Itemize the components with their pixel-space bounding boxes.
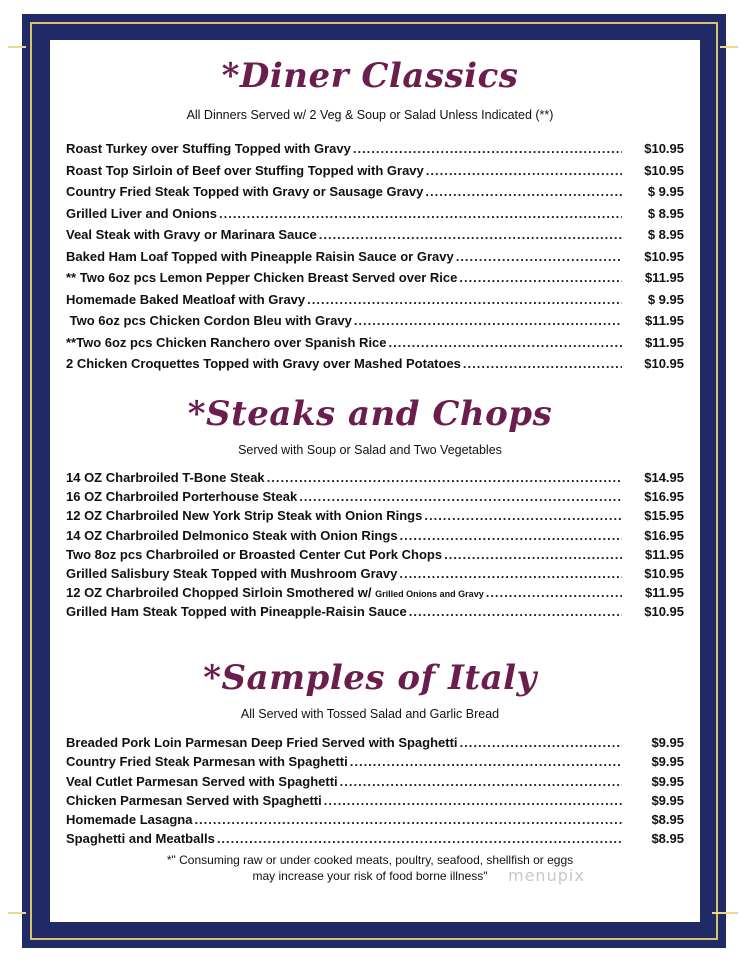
item-price: $16.95 [644, 489, 684, 505]
dot-leader [486, 585, 622, 600]
menu-list-samples-of-italy [66, 735, 684, 851]
dot-leader [267, 470, 622, 485]
item-name: Grilled Ham Steak Topped with Pineapple-Raisin Sauce [66, 604, 407, 620]
menu-item [66, 249, 684, 271]
item-name: Breaded Pork Loin Parmesan Deep Fried Served with Spaghetti [66, 735, 458, 750]
item-price: $8.95 [651, 831, 684, 847]
section-subtitle: All Dinners Served w/ 2 Veg & Soup or Salad Unless Indicated (**) [186, 108, 554, 122]
item-name: Homemade Baked Meatloaf with Gravy [66, 291, 306, 307]
item-name: Baked Ham Loaf Topped with Pineapple Raisin Sauce or Gravy [66, 248, 454, 264]
dot-leader [425, 184, 622, 199]
item-name: Veal Steak with Gravy or Marinara Sauce [66, 227, 317, 242]
section-title-steaks-and-chops: *Steaks and Chops [187, 394, 553, 434]
gold-accent-line [8, 912, 26, 914]
dot-leader [353, 141, 622, 156]
item-name: Grilled Liver and Onions [66, 205, 217, 221]
item-price: $11.95 [644, 334, 684, 350]
menu-item [66, 774, 684, 793]
item-price: $16.95 [644, 527, 684, 543]
dot-leader [459, 270, 622, 285]
menu-list-steaks-and-chops [66, 470, 684, 624]
item-price: $10.95 [644, 565, 684, 581]
dot-leader [319, 227, 622, 242]
menu-item [66, 335, 684, 357]
item-name: 12 OZ Charbroiled New York Strip Steak with Onion Rings [66, 508, 423, 524]
gold-accent-line [712, 912, 738, 914]
item-price: $11.95 [644, 313, 684, 328]
dot-leader [299, 489, 622, 504]
dot-leader [456, 249, 622, 264]
item-price: $11.95 [644, 585, 684, 601]
dot-leader [324, 793, 622, 808]
item-price: $8.95 [651, 812, 684, 828]
item-price: $10.95 [644, 248, 684, 264]
dot-leader [340, 774, 622, 789]
item-price: $15.95 [644, 508, 684, 524]
menu-item [66, 356, 684, 378]
item-name: Homemade Lasagna [66, 812, 193, 828]
item-price: $10.95 [644, 604, 684, 620]
section-title-samples-of-italy: *Samples of Italy [203, 658, 537, 698]
dot-leader [409, 604, 622, 619]
item-price: $10.95 [644, 162, 684, 178]
menu-item [66, 270, 684, 292]
item-name: Spaghetti and Meatballs [66, 831, 215, 847]
menu-item [66, 585, 684, 604]
item-price: $9.95 [651, 735, 684, 750]
menu-list-diner-classics [66, 141, 684, 378]
dot-leader [219, 206, 622, 221]
item-price: $11.95 [644, 546, 684, 562]
item-name: ** Two 6oz pcs Lemon Pepper Chicken Breast Served over Rice [66, 270, 458, 285]
menu-item [66, 754, 684, 773]
menu-item [66, 489, 684, 508]
menu-item [66, 508, 684, 527]
item-price: $10.95 [644, 356, 684, 371]
dot-leader [217, 831, 622, 846]
item-name: Roast Top Sirloin of Beef over Stuffing Topped with Gravy [66, 162, 424, 178]
item-price: $9.95 [651, 754, 684, 770]
dot-leader [426, 163, 622, 178]
item-price: $ 8.95 [647, 227, 684, 242]
item-name: Two 8oz pcs Charbroiled or Broasted Center Cut Pork Chops [66, 546, 443, 562]
gold-accent-line [8, 46, 26, 48]
dot-leader [400, 528, 622, 543]
section-subtitle: Served with Soup or Salad and Two Vegetables [238, 443, 502, 457]
dot-leader [354, 313, 622, 328]
menu-item [66, 292, 684, 314]
item-name: 16 OZ Charbroiled Porterhouse Steak [66, 489, 298, 505]
dot-leader [424, 508, 622, 523]
menu-item [66, 184, 684, 206]
item-name: Grilled Salisbury Steak Topped with Mushroom Gravy [66, 565, 398, 581]
menu-item [66, 227, 684, 249]
dot-leader [463, 356, 622, 371]
menu-item [66, 206, 684, 228]
footnote-line-1: *" Consuming raw or under cooked meats, poultry, seafood, shellfish or eggs [166, 853, 574, 867]
menu-item [66, 313, 684, 335]
item-name: Veal Cutlet Parmesan Served with Spaghetti [66, 773, 338, 789]
dot-leader [460, 735, 622, 750]
section-subtitle: All Served with Tossed Salad and Garlic Bread [240, 707, 500, 721]
item-name: 14 OZ Charbroiled T-Bone Steak [66, 470, 265, 485]
item-name: 12 OZ Charbroiled Chopped Sirloin Smothered w/ [66, 585, 372, 601]
section-title-diner-classics: *Diner Classics [221, 56, 519, 96]
menu-item [66, 163, 684, 185]
dot-leader [350, 754, 622, 769]
menu-item [66, 793, 684, 812]
dot-leader [399, 566, 622, 581]
item-price: $11.95 [644, 270, 684, 285]
dot-leader [307, 292, 622, 307]
menu-item [66, 735, 684, 754]
watermark: menupix [508, 866, 585, 885]
food-safety-footnote [0, 852, 740, 884]
item-name: Roast Turkey over Stuffing Topped with Gravy [66, 141, 351, 156]
item-price: $ 9.95 [647, 291, 684, 307]
item-name: Country Fried Steak Parmesan with Spaghetti [66, 754, 348, 770]
item-name: Country Fried Steak Topped with Gravy or Sausage Gravy [66, 184, 424, 199]
item-price: $ 9.95 [647, 184, 684, 199]
item-name: Chicken Parmesan Served with Spaghetti [66, 792, 322, 808]
item-price: $9.95 [651, 773, 684, 789]
dot-leader [389, 335, 622, 350]
menu-item [66, 141, 684, 163]
dot-leader [194, 812, 622, 827]
item-name: Two 6oz pcs Chicken Cordon Bleu with Gravy [66, 313, 352, 328]
item-name: 14 OZ Charbroiled Delmonico Steak with Onion Rings [66, 527, 398, 543]
menu-item [66, 566, 684, 585]
item-price: $14.95 [644, 470, 684, 485]
menu-item [66, 547, 684, 566]
menu-item [66, 831, 684, 850]
menu-item [66, 604, 684, 623]
menu-item [66, 812, 684, 831]
item-price: $10.95 [644, 141, 684, 156]
gold-accent-line [720, 46, 738, 48]
item-price: $ 8.95 [647, 205, 684, 221]
item-price: $9.95 [651, 792, 684, 808]
footnote-line-2: may increase your risk of food borne illness" [252, 869, 488, 883]
item-note: Grilled Onions and Gravy [375, 589, 484, 600]
dot-leader [444, 547, 622, 562]
menu-item [66, 470, 684, 489]
menu-item [66, 528, 684, 547]
item-name: **Two 6oz pcs Chicken Ranchero over Spanish Rice [66, 334, 387, 350]
item-name: 2 Chicken Croquettes Topped with Gravy over Mashed Potatoes [66, 356, 461, 371]
